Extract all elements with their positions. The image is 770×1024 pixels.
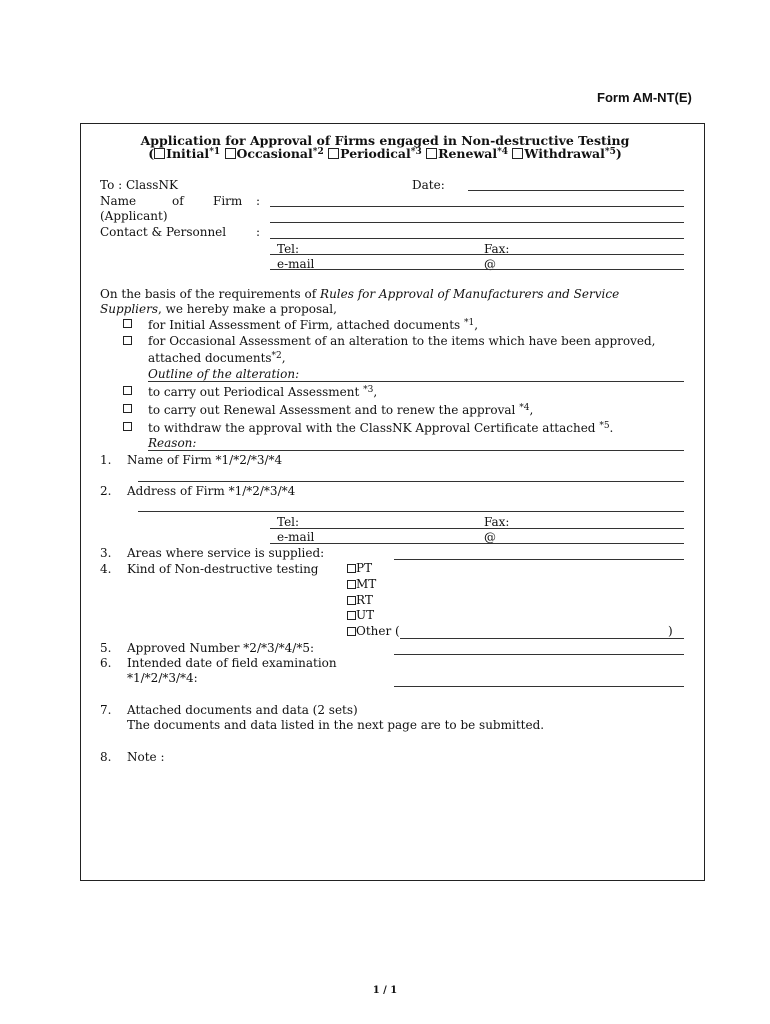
type-sup: *4 — [497, 147, 509, 157]
email-label: e-mail — [277, 257, 315, 271]
email-label-2: e-mail — [277, 530, 315, 544]
ndt-label: UT — [356, 608, 375, 622]
item-exam-date: Intended date of field examination — [127, 656, 337, 670]
reason-text: Reason — [148, 436, 193, 450]
outline-colon: : — [295, 367, 300, 381]
option-punct: , — [281, 351, 286, 365]
type-checkbox-renewal[interactable] — [426, 148, 437, 159]
ndt-option-mt[interactable] — [347, 577, 376, 591]
option-checkbox-renewal[interactable] — [123, 404, 132, 413]
intro-line-1 — [100, 287, 680, 301]
option-checkbox-occasional[interactable] — [123, 336, 132, 345]
type-checkbox-withdrawal[interactable] — [512, 148, 523, 159]
outline-text: Outline of the alteration — [148, 367, 296, 381]
type-sup: *5 — [604, 147, 616, 157]
item-exam-date-refs: *1/*2/*3/*4: — [127, 671, 198, 685]
option-punct: , — [529, 403, 534, 417]
option-sup: *1 — [464, 318, 475, 328]
name-label-word1: Name — [100, 194, 137, 208]
item-number: 6. — [100, 656, 112, 670]
option-sup: *5 — [599, 421, 610, 431]
option-sup: *4 — [519, 403, 530, 413]
item-number: 8. — [100, 750, 112, 764]
date-field[interactable] — [468, 190, 684, 191]
ndt-option-pt[interactable] — [347, 561, 372, 575]
item-service-areas: Areas where service is supplied: — [127, 546, 325, 560]
type-label-withdrawal: Withdrawal — [524, 146, 605, 161]
item-number: 7. — [100, 703, 112, 717]
intro-text: On the basis of the requirements of — [100, 287, 317, 301]
option-periodical — [148, 385, 377, 399]
option-sup: *3 — [363, 385, 374, 395]
tel-fax-field-2[interactable] — [270, 528, 684, 529]
contact-label: Contact & Personnel — [100, 225, 227, 239]
fax-label: Fax: — [484, 242, 510, 256]
option-checkbox-periodical[interactable] — [123, 386, 132, 395]
intro-text-end: , we hereby make a proposal, — [157, 302, 337, 316]
item-attached-docs-note: The documents and data listed in the next page are to be submitted. — [127, 718, 545, 732]
intro-line-2 — [100, 302, 337, 316]
ndt-option-ut[interactable] — [347, 608, 374, 622]
type-sup: *2 — [312, 147, 324, 157]
reason-field[interactable] — [148, 450, 684, 451]
item-note: Note : — [127, 750, 165, 764]
email-field[interactable] — [270, 269, 684, 270]
option-initial — [148, 318, 478, 332]
ndt-label: PT — [356, 561, 373, 575]
item-address-of-firm: Address of Firm *1/*2/*3/*4 — [127, 484, 296, 498]
option-punct: , — [373, 385, 378, 399]
service-areas-field[interactable] — [394, 559, 684, 560]
item-attached-docs: Attached documents and data (2 sets) — [127, 703, 358, 717]
option-sup: *2 — [271, 351, 282, 361]
approved-number-field[interactable] — [394, 654, 684, 655]
reason-colon: : — [192, 436, 197, 450]
ndt-other-field[interactable] — [400, 638, 684, 639]
item-number: 5. — [100, 641, 112, 655]
name-label-word3: Firm — [213, 194, 243, 208]
type-label-occasional: Occasional — [236, 146, 313, 161]
option-occasional-line1: for Occasional Assessment of an alteration to the items which have been approved, — [148, 334, 656, 348]
rules-title-end: Suppliers — [100, 302, 158, 316]
type-label-periodical: Periodical — [340, 146, 411, 161]
email-field-2[interactable] — [270, 543, 684, 544]
tel-label: Tel: — [277, 242, 300, 256]
page-number: 1 / 1 — [372, 985, 398, 996]
item-number: 3. — [100, 546, 112, 560]
option-checkbox-initial[interactable] — [123, 319, 132, 328]
item-approved-number: Approved Number *2/*3/*4/*5: — [127, 641, 315, 655]
at-sign-2: @ — [484, 530, 496, 544]
tel-label-2: Tel: — [277, 515, 300, 529]
option-punct: . — [609, 421, 614, 435]
option-text: for Initial Assessment of Firm, attached documents — [148, 318, 461, 332]
exam-date-field[interactable] — [394, 686, 684, 687]
item-ndt-kind: Kind of Non-destructive testing — [127, 562, 319, 576]
ndt-label: Other ( — [356, 624, 400, 638]
firm-name-field-2[interactable] — [270, 222, 684, 223]
application-type-row: ( Initial$^{*1}$ Occasional$^{*2}$ Periodical$^{*3}$ Renewal$^{*4}$ Withdrawal$^{*5}$) — [148, 146, 622, 161]
ndt-checkbox[interactable] — [347, 611, 356, 620]
to-line: To : ClassNK — [100, 178, 178, 192]
fax-label-2: Fax: — [484, 515, 510, 529]
type-label-renewal: Renewal — [438, 146, 498, 161]
ndt-label: MT — [356, 577, 377, 591]
at-sign: @ — [484, 257, 496, 271]
ndt-option-other[interactable] — [347, 624, 400, 638]
outline-label — [148, 367, 299, 381]
option-punct: , — [474, 318, 479, 332]
outline-field[interactable] — [148, 381, 684, 382]
option-text: to carry out Periodical Assessment — [148, 385, 360, 399]
name-colon: : — [256, 194, 261, 208]
option-renewal — [148, 403, 533, 417]
item-number: 2. — [100, 484, 112, 498]
applicant-label: (Applicant) — [100, 209, 168, 223]
form-number: Form AM-NT(E) — [597, 90, 692, 105]
ndt-option-rt[interactable] — [347, 593, 373, 607]
contact-colon: : — [256, 225, 261, 239]
reason-label — [148, 436, 196, 450]
type-checkbox-occasional[interactable] — [225, 148, 236, 159]
tel-fax-field[interactable] — [270, 254, 684, 255]
ndt-other-close: ) — [668, 624, 673, 638]
option-checkbox-withdrawal[interactable] — [123, 422, 132, 431]
rules-title: Rules for Approval of Manufacturers and Service — [320, 287, 620, 301]
type-label-initial: Initial — [166, 146, 210, 161]
option-text: to carry out Renewal Assessment and to renew the approval — [148, 403, 516, 417]
address-field[interactable] — [138, 511, 684, 512]
name-of-firm-field[interactable] — [138, 481, 684, 482]
option-text: attached documents — [148, 351, 272, 365]
firm-name-field-1[interactable] — [270, 206, 684, 207]
ndt-checkbox[interactable] — [347, 627, 356, 636]
ndt-checkbox[interactable] — [347, 596, 356, 605]
ndt-checkbox[interactable] — [347, 564, 356, 573]
contact-field[interactable] — [270, 238, 684, 239]
ndt-checkbox[interactable] — [347, 580, 356, 589]
option-occasional-line2 — [148, 351, 286, 365]
type-checkbox-initial[interactable] — [154, 148, 165, 159]
type-checkbox-periodical[interactable] — [328, 148, 339, 159]
type-sup: *3 — [410, 147, 422, 157]
name-label-word2: of — [172, 194, 184, 208]
option-text: to withdraw the approval with the ClassNK Approval Certificate attached — [148, 421, 596, 435]
type-sup: *1 — [209, 147, 221, 157]
item-name-of-firm: Name of Firm *1/*2/*3/*4 — [127, 453, 283, 467]
date-label: Date: — [412, 178, 445, 192]
ndt-label: RT — [356, 593, 373, 607]
item-number: 4. — [100, 562, 112, 576]
form-title: Application for Approval of Firms engaged in Non-destructive Testing — [140, 133, 630, 148]
option-withdrawal — [148, 421, 613, 435]
item-number: 1. — [100, 453, 112, 467]
